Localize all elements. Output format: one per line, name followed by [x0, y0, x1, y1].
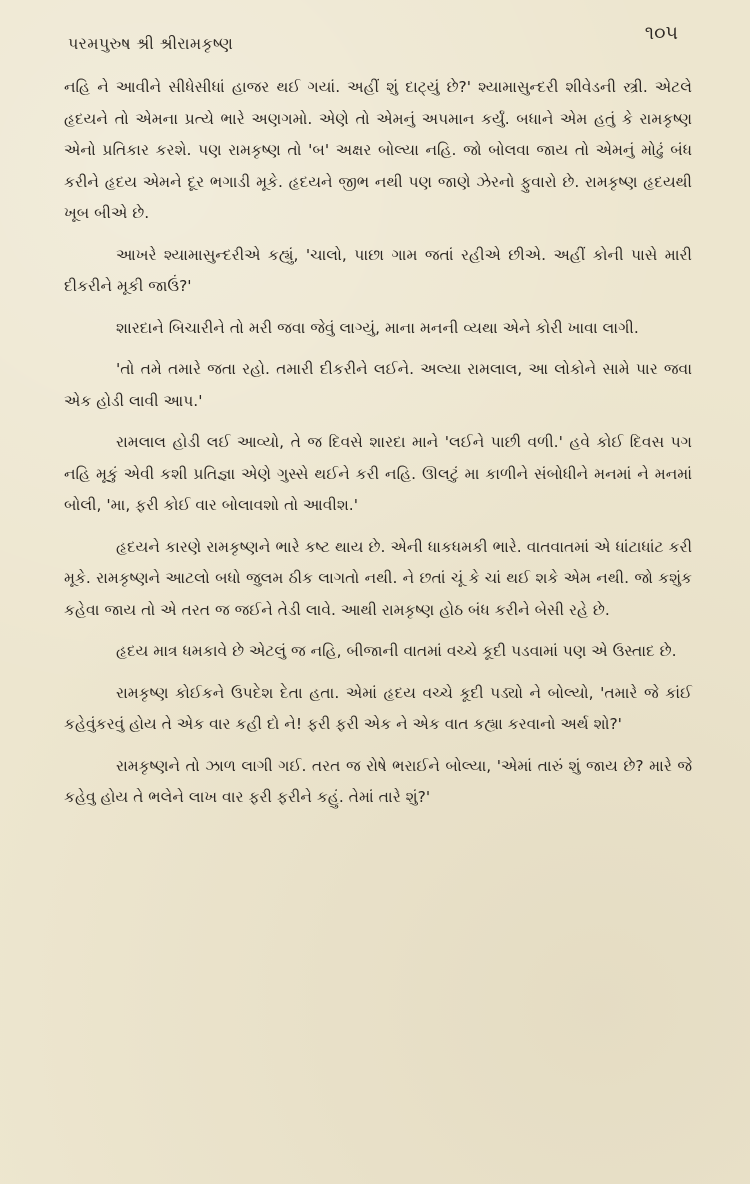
paragraph-3: શારદાને બિચારીને તો મરી જવા જેવું લાગ્યું, માના મનની વ્યથા એને કોરી ખાવા લાગી. [116, 318, 639, 337]
body-text [64, 72, 692, 824]
paragraph-5: રામલાલ હોડી લઈ આવ્યો, તે જ દિવસે શારદા માને 'લઈને પાછી વળી.' હવે કોઈ દિવસ પગ નહિ મૂકું એવી કશી પ્રતિજ્ઞા એણે ગુસ્સે થઈને કરી નહિ. ઊલટું મા કાળીને સંબોધીને મનમાં ને મનમાં બોલી, 'મા, ફરી કોઈ વાર બોલાવશો તો આવીશ.' [64, 433, 692, 514]
page-number: ૧૦૫ [644, 22, 678, 44]
paragraph-1: નહિ ને આવીને સીધેસીધાં હાજર થઈ ગયાં. અહીં શું દાટ્યું છે?' શ્યામાસુન્દરી શીવેડની સ્ત્રી. એટલે હૃદયને તો એમના પ્રત્યે ભારે અણગમો. એણે તો એમનું અપમાન કર્યું. બધાને એમ હતું કે રામકૃષ્ણ એનો પ્રતિકાર કરશે. પણ રામકૃષ્ણ તો 'બ' અક્ષર બોલ્યા નહિ. જો બોલવા જાય તો એમનું મોઢું બંધ કરીને હૃદય એમને દૂર ભગાડી મૂકે. હૃદયને જીભ નથી પણ જાણે ઝેરનો ફુવારો છે. રામકૃષ્ણ હૃદયથી ખૂબ બીએ છે. [64, 78, 692, 222]
paragraph-8: રામકૃષ્ણ કોઈકને ઉપદેશ દેતા હતા. એમાં હૃદય વચ્ચે કૂદી પડ્યો ને બોલ્યો, 'તમારે જે કાંઈ કહેવુંકરવું હોય તે એક વાર કહી દો ને! ફરી ફરી એક ને એક વાત કહ્યા કરવાનો અર્થ શો?' [64, 683, 692, 733]
paragraph-7: હૃદય માત્ર ધમકાવે છે એટલું જ નહિ, બીજાની વાતમાં વચ્ચે કૂદી પડવામાં પણ એ ઉસ્તાદ છે. [116, 642, 677, 660]
paragraph-6: હૃદયને કારણે રામકૃષ્ણને ભારે કષ્ટ થાય છે. એની ધાકધમકી ભારે. વાતવાતમાં એ ધાંટાધાંટ કરી મૂકે. રામકૃષ્ણને આટલો બધો જુલમ ઠીક લાગતો નથી. ને છતાં ચૂં કે ચાં થઈ શકે એમ નથી. જો કશુંક કહેવા જાય તો એ તરત જ જઈને તેડી લાવે. આથી રામકૃષ્ણ હોઠ બંધ કરીને બેસી રહે છે. [64, 537, 692, 619]
running-title: પરમપુરુષ શ્રી શ્રીરામકૃષ્ણ [68, 34, 234, 53]
paragraph-9: રામકૃષ્ણને તો ઝાળ લાગી ગઈ. તરત જ રોષે ભરાઈને બોલ્યા, 'એમાં તારું શું જાય છે? મારે જે કહેવુ હોય તે ભલેને લાખ વાર ફરી ફરીને કહું. તેમાં તારે શું?' [64, 756, 692, 806]
paragraph-4: 'તો તમે તમારે જતા રહો. તમારી દીકરીને લઈને. અલ્યા રામલાલ, આ લોકોને સામે પાર જવા એક હોડી લાવી આપ.' [64, 360, 692, 410]
paragraph-2: આખરે શ્યામાસુન્દરીએ કહ્યું, 'ચાલો, પાછા ગામ જતાં રહીએ છીએ. અહીં કોની પાસે મારી દીકરીને મૂકી જાઉં?' [64, 245, 692, 295]
